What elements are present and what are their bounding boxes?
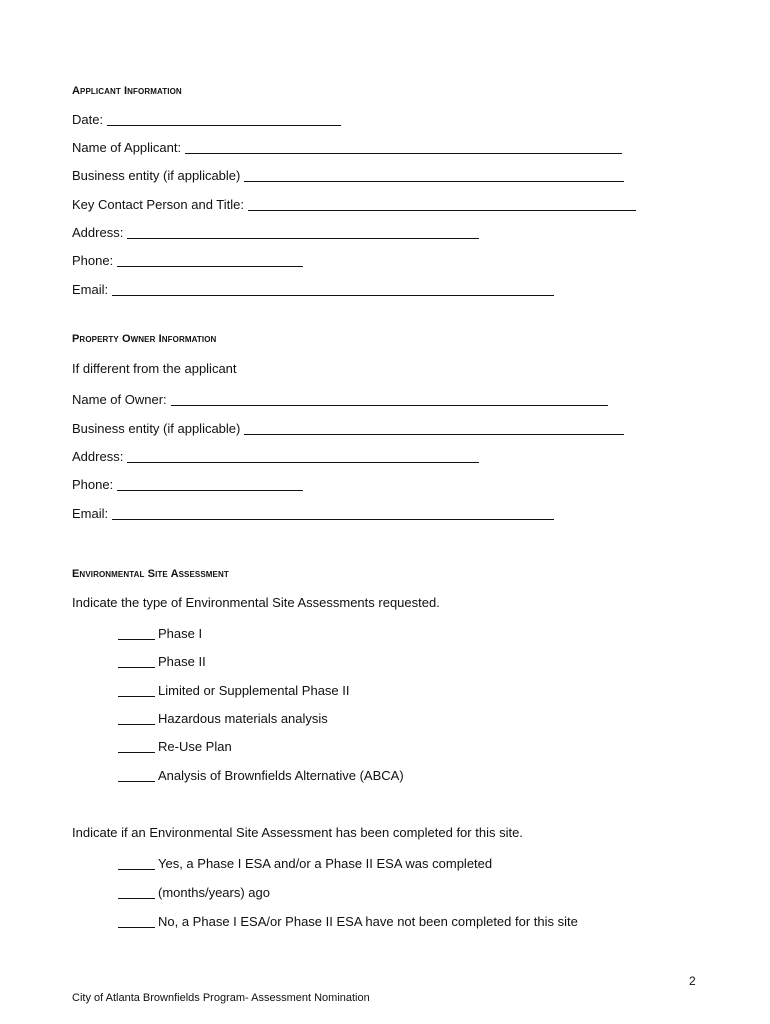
owner-address-line[interactable] — [127, 450, 479, 463]
esa-option-abca-blank[interactable] — [118, 769, 155, 782]
owner-email-label: Email: — [72, 506, 109, 521]
owner-business-label: Business entity (if applicable) — [72, 421, 241, 436]
esa-option-reuse-plan-label: Re-Use Plan — [158, 739, 232, 754]
esa-option-limited-phase-2-blank[interactable] — [118, 684, 155, 697]
esa-option-limited-phase-2[interactable] — [118, 683, 350, 699]
owner-business-field[interactable] — [72, 421, 624, 437]
esa-completed-months-years-label: (months/years) ago — [158, 885, 270, 900]
applicant-date-line[interactable] — [107, 113, 341, 126]
applicant-email-label: Email: — [72, 282, 109, 297]
applicant-address-field[interactable] — [72, 225, 479, 241]
applicant-date-label: Date: — [72, 112, 104, 127]
esa-option-limited-phase-2-label: Limited or Supplemental Phase II — [158, 683, 350, 698]
esa-option-abca-label: Analysis of Brownfields Alternative (ABCA) — [158, 768, 404, 783]
esa-option-phase-2[interactable] — [118, 654, 206, 670]
esa-completed-yes[interactable] — [118, 856, 492, 872]
applicant-name-label: Name of Applicant: — [72, 140, 182, 155]
esa-option-phase-2-label: Phase II — [158, 654, 206, 669]
esa-option-phase-1[interactable] — [118, 626, 202, 642]
esa-option-hazardous-materials-label: Hazardous materials analysis — [158, 711, 328, 726]
applicant-address-line[interactable] — [127, 226, 479, 239]
owner-phone-label: Phone: — [72, 477, 114, 492]
owner-phone-line[interactable] — [117, 478, 303, 491]
esa-completed-no-blank[interactable] — [118, 915, 155, 928]
esa-completed-no[interactable] — [118, 914, 578, 930]
esa-completed-months-years-blank[interactable] — [118, 886, 155, 899]
owner-address-field[interactable] — [72, 449, 479, 465]
applicant-business-label: Business entity (if applicable) — [72, 168, 241, 183]
owner-name-line[interactable] — [171, 393, 608, 406]
esa-completed-yes-label: Yes, a Phase I ESA and/or a Phase II ESA was completed — [158, 856, 493, 871]
footer-text: City of Atlanta Brownfields Program- Assessment Nomination — [72, 992, 370, 1004]
owner-name-field[interactable] — [72, 392, 608, 408]
esa-type-prompt: Indicate the type of Environmental Site Assessments requested. — [72, 595, 440, 610]
applicant-business-line[interactable] — [244, 169, 624, 182]
esa-option-reuse-plan[interactable] — [118, 739, 232, 755]
owner-business-line[interactable] — [244, 422, 624, 435]
owner-email-line[interactable] — [112, 507, 554, 520]
applicant-email-field[interactable] — [72, 282, 554, 298]
esa-completed-yes-blank[interactable] — [118, 857, 155, 870]
applicant-date-field[interactable] — [72, 112, 341, 128]
applicant-phone-label: Phone: — [72, 253, 114, 268]
esa-option-phase-1-blank[interactable] — [118, 627, 155, 640]
owner-phone-field[interactable] — [72, 477, 303, 493]
page-number: 2 — [689, 974, 696, 988]
esa-option-phase-2-blank[interactable] — [118, 655, 155, 668]
owner-name-label: Name of Owner: — [72, 392, 167, 407]
owner-note: If different from the applicant — [72, 361, 237, 376]
applicant-phone-line[interactable] — [117, 254, 303, 267]
owner-email-field[interactable] — [72, 506, 554, 522]
applicant-business-field[interactable] — [72, 168, 624, 184]
esa-option-abca[interactable] — [118, 768, 404, 784]
esa-option-phase-1-label: Phase I — [158, 626, 203, 641]
property-owner-heading: Property Owner Information — [72, 333, 217, 345]
esa-option-reuse-plan-blank[interactable] — [118, 740, 155, 753]
esa-completed-no-label: No, a Phase I ESA/or Phase II ESA have not been completed for this site — [158, 914, 578, 929]
owner-address-label: Address: — [72, 449, 124, 464]
esa-option-hazardous-materials[interactable] — [118, 711, 328, 727]
esa-option-hazardous-materials-blank[interactable] — [118, 712, 155, 725]
applicant-contact-line[interactable] — [248, 198, 636, 211]
applicant-contact-label: Key Contact Person and Title: — [72, 197, 244, 212]
applicant-name-line[interactable] — [185, 141, 622, 154]
applicant-address-label: Address: — [72, 225, 124, 240]
environmental-site-assessment-heading: Environmental Site Assessment — [72, 568, 229, 580]
esa-completed-prompt: Indicate if an Environmental Site Assessment has been completed for this site. — [72, 825, 523, 840]
applicant-contact-field[interactable] — [72, 197, 636, 213]
esa-completed-months-years[interactable] — [118, 885, 270, 901]
applicant-name-field[interactable] — [72, 140, 622, 156]
applicant-email-line[interactable] — [112, 283, 554, 296]
applicant-information-heading: Applicant Information — [72, 85, 182, 97]
applicant-phone-field[interactable] — [72, 253, 303, 269]
